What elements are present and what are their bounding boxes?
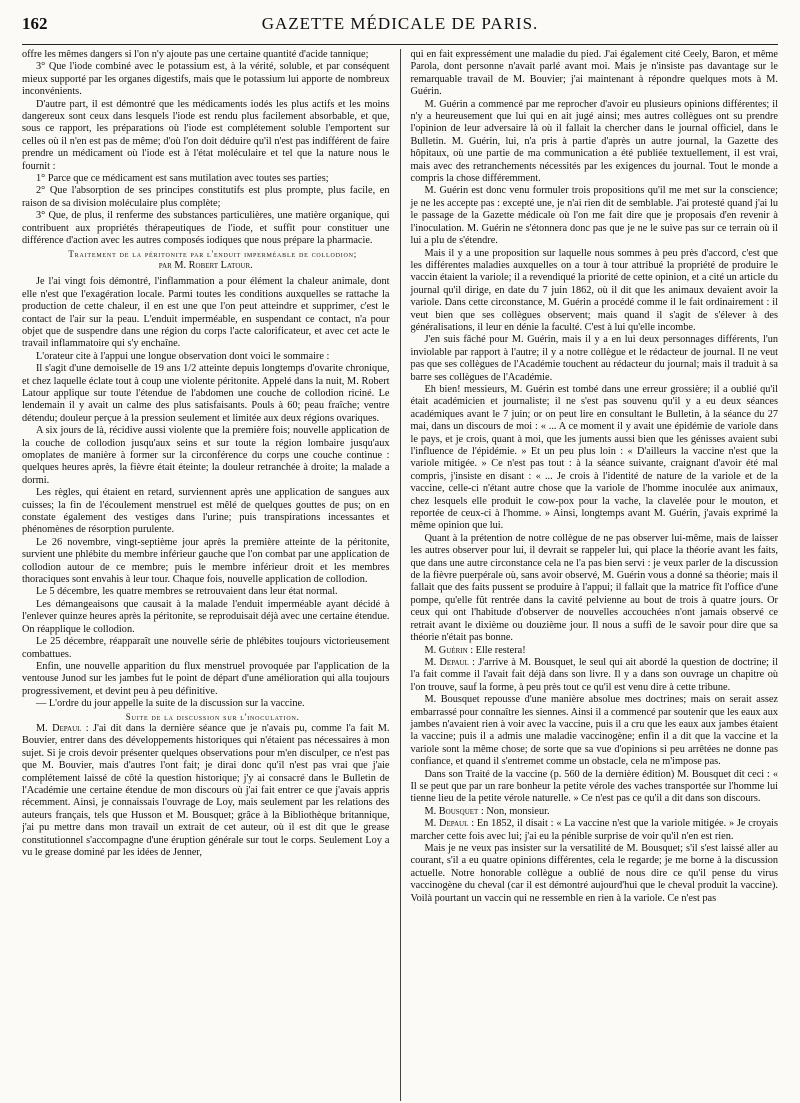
paragraph: Le 25 décembre, réapparaît une nouvelle série de phlébites toujours victorieusement combattues. bbox=[22, 636, 390, 660]
paragraph: Mais il y a une proposition sur laquelle nous sommes à peu près d'accord, c'est que les différentes maladies auxquelles on a tour à tour attribué la propriété de produire le vaccin étaient la variole; il a revendiqué la priorité de cette opinion, et a cité un article du journal qu'il dirige, en date du 7 juin 1862, où il dit que les animaux devaient avoir la variole. Dans cette circonstance, M. Guérin a procédé comme il le fait ordinairement : il veut bien que ses collègues observent; mais quand il s'agit de s'élever à des généralisations, il leur en dénie la faculté. C'est à lui qu'elle incombe. bbox=[410, 247, 778, 333]
paragraph: Eh bien! messieurs, M. Guérin est tombé dans une erreur grossière; il a oublié qu'il était académicien et journaliste; il ne s'est pas souvenu qu'il y a eu deux séances académiques avant le 7 juin; or on peut lire en consultant le Bulletin, à la séance du 27 mai, dans un discours de moi : « ... A ce moment il y avait une épidémie de variole dans le pays, et je crois, quant à moi, que les juments aussi bien que les génisses avaient subi l'influence de l'épidémie. » Et un peu plus loin : « D'ailleurs la vaccine n'est que la variole mitigée. » Ce n'est pas tout : à la séance suivante, craignant d'avoir été mal compris, j'insiste en disant : « ... Je crois à l'identité de nature de la variole et de la vaccine, celle-ci n'étant autre chose que la variole de l'homme inoculée aux animaux, chez lesquels elle produit le cow-pox pour la vache, la clavelée pour le mouton, et reportée de ceux-ci à l'homme. » Ainsi, longtemps avant M. Guérin, j'avais exprimé la même opinion que lui. bbox=[410, 383, 778, 532]
speaker-name: M. Bousquet bbox=[424, 805, 479, 817]
paragraph: Les règles, qui étaient en retard, surviennent après une application de sangues aux cuisses; la fin de l'écoulement menstruel est mêlé de quelques gouttes de pus; on en constate également des vestiges dans l'urine; puis transpirations incessantes et phénomènes de résorption purulente. bbox=[22, 487, 390, 536]
paragraph: — L'ordre du jour appelle la suite de la discussion sur la vaccine. bbox=[36, 698, 305, 710]
paragraph: 2° Que l'absorption de ses principes constitutifs est plus prompte, plus facile, en raison de sa division moléculaire plus complète; bbox=[22, 185, 390, 209]
paragraph: Le 26 novembre, vingt-septième jour après la première atteinte de la péritonite, survient une phlébite du membre inférieur gauche que l'on combat par une application de collodion autour de ce membre; puis le membre inférieur droit et les membres thoraciques sont envahis à leur tour. Chaque fois, nouvelle application de collodion. bbox=[22, 536, 390, 586]
paragraph: Enfin, une nouvelle apparition du flux menstruel provoquée par l'application de la ventouse Junod sur les jambes fut le point de départ d'une amélioration qui alla toujours progressivement, et devint peu à peu définitive. bbox=[22, 660, 390, 697]
journal-title: GAZETTE MÉDICALE DE PARIS. bbox=[261, 14, 539, 33]
paragraph bbox=[411, 657, 779, 694]
paragraph: qui en fait expressément une maladie du pied. J'ai également cité Ceely, Baron, et même Parola, dont personne n'avait parlé avant moi. Mais je n'insiste pas davantage sur le remarquable travail de M. Bouvier; j'ai maintenant à répondre quelques mots à M. Guérin. bbox=[410, 49, 778, 98]
paragraph: M. Guérin a commencé par me reprocher d'avoir eu plusieurs opinions différentes; il n'y a heureusement que lui qui en ait jugé ainsi; mes autres collègues ont su prendre l'opinion de leur adversaire là où il fallait la chercher dans le journal officiel, dans le Bulletin. M. Guérin, lui, n'a pris à partie d'après un autre journal, la Gazette des hôpitaux, où une partie de ma communication a été publiée textuellement, il est vrai, mais avec des retranchements nécessités par les exigences du journal. Tout le monde a compris la chose différemment. bbox=[410, 98, 778, 185]
paragraph: D'autre part, il est démontré que les médicaments iodés les plus actifs et les moins dangereux sont ceux dans lesquels l'iode est rendu plus facilement absorbable, et que, sous ce rapport, les préparations où l'iode est complétement soluble l'emportent sur celles où il n'en est pas de même; d'où l'on doit déduire qu'il n'est pas indifférent de faire prendre un médicament où l'iode est à l'état moléculaire et tel que la nature nous le fournit : bbox=[22, 98, 390, 172]
paragraph: Les démangeaisons que causait à la malade l'enduit imperméable ayant décidé à l'enlever quinze heures après la péritonite, se reproduisait déjà avec une certaine étendue. On réapplique le collodion. bbox=[22, 598, 390, 635]
left-column bbox=[22, 49, 390, 1101]
page-header bbox=[22, 14, 778, 45]
speaker-name: M. Depaul bbox=[424, 656, 469, 668]
paragraph bbox=[411, 806, 779, 818]
paragraph: Dans son Traité de la vaccine (p. 560 de la dernière édition) M. Bousquet dit ceci : « Il se peut que par un rare bonheur la petite vérole des vaches transportée sur l'homme lui tienne lieu de la petite vérole naturelle. » Ce n'est pas ce qu'il a dit dans son discours. bbox=[410, 768, 778, 805]
speech-text: : J'arrive à M. Bousquet, le seul qui ait abordé la question de doctrine; il l'a fait comme il l'avait fait déjà dans son livre. Il y a dans son ouvrage un chapitre où l'on trouve, sauf la forme, à peu près tout ce qu'il est venu dire à cette tribune. bbox=[410, 656, 778, 693]
paragraph: J'en suis fâché pour M. Guérin, mais il y a en lui deux personnages différents, l'un inviolable par rapport à l'autre; il y a notre collègue et le rédacteur de journal. Il ne veut pas que ses collègues de l'Académie touchent au rédacteur du journal; mais il traduit à sa barre ses collègues de l'Académie. bbox=[410, 334, 778, 383]
paragraph: Il s'agit d'une demoiselle de 19 ans 1/2 atteinte depuis longtemps d'ovarite chronique, et chez laquelle éclate tout à coup une violente péritonite. Appelé dans la nuit, M. Robert Latour applique sur toute l'étendue de l'abdomen une couche de collodion riciné. Le lendemain il y avait un calme des plus satisfaisants. Pouls à 60; peau fraîche; ventre détendu; douleur perçue à la pression seulement et limitée aux deux régions ovariques. bbox=[22, 363, 390, 424]
section-title: Traitement de la péritonite par l'enduit imperméable de collodion; bbox=[68, 248, 358, 259]
paragraph: 3° Que l'iode combiné avec le potassium est, à la vérité, soluble, et par conséquent mieux supporté par les organes digestifs, mais que le potassium lui apporte de nombreux inconvénients. bbox=[22, 61, 390, 98]
speaker-name: M. Depaul bbox=[36, 722, 82, 734]
paragraph: 3° Que, de plus, il renferme des substances particulières, une matière organique, qui contribuent aux propriétés thérapeutiques de l'iode, et suffit pour constituer une différence d'action avec les autres composés iodiques que nous prépare la pharmacie. bbox=[22, 210, 390, 247]
paragraph bbox=[411, 818, 779, 843]
right-column bbox=[400, 49, 779, 1101]
speech-text: : En 1852, il disait : « La vaccine n'est que la variole mitigée. » Je croyais marcher cette fois avec lui; j'ai eu la pénible surprise de voir qu'il n'en est rien. bbox=[410, 818, 778, 842]
paragraph: L'orateur cite à l'appui une longue observation dont voici le sommaire : bbox=[36, 350, 330, 362]
article-author: par M. Robert Latour. bbox=[158, 259, 253, 271]
paragraph: Quant à la prétention de notre collègue de ne pas observer lui-même, mais de laisser les autres observer pour lui, il devrait se rappeler lui, qui place la théorie avant les faits, que dans une autre circonstance cela ne l'a pas bien servi : je veux parler de la discussion de la fièvre puerpérale où, sans avoir observé, M. Guérin vous a donné sa théorie; mais il fallait que des faits pussent se produire à l'appui; il fallait que la matrice fît l'office d'une pompe, qu'elle fût rentrée dans la cavité pelvienne au bout de trois à quatre jours. Or ceux qui ont l'habitude d'observer de nouvelles accouchées n'ont jamais observé ce retrait avant le dixième ou douzième jour. Il nous a suffi de le savoir pour dire que sa théorie n'était pas bonne. bbox=[410, 532, 778, 644]
paragraph: 1° Parce que ce médicament est sans mutilation avec toutes ses parties; bbox=[36, 173, 329, 185]
paragraph bbox=[22, 723, 390, 859]
speech-text: : Non, monsieur. bbox=[478, 805, 550, 817]
paragraph: A six jours de là, récidive aussi violente que la première fois; nouvelle application de la couche de collodion jusqu'aux seins et sur toute la région lombaire jusqu'aux omoplates de manière à former sur la circonférence du corps une couche continue : quelques heures après, la fièvre était éteinte; la douleur retranchée à droite; la malade a dormi. bbox=[22, 425, 390, 486]
speech-text: : Elle restera! bbox=[467, 644, 526, 656]
paragraph: M. Guérin est donc venu formuler trois propositions qu'il me met sur la conscience; je ne les accepte pas : excepté une, je n'ai rien dit de semblable. J'ai protesté quand j'ai lu le passage de la Gazette médicale où l'on me fait dire que je proposais d'en revenir à l'inoculation. M. Guérin ne s'étonnera donc pas que je ne le suive pas sur ce terrain où il lui a plu de s'étendre. bbox=[410, 185, 778, 247]
page-number: 162 bbox=[22, 14, 48, 33]
paragraph: offre les mêmes dangers si l'on n'y ajoute pas une certaine quantité d'acide tannique; bbox=[22, 49, 369, 60]
text-columns bbox=[22, 49, 778, 1101]
paragraph: Je l'ai vingt fois démontré, l'inflammation a pour élément la chaleur animale, dont elle n'est que l'exagération locale. Parmi toutes les conditions auxquelles se rattache la production de cette chaleur, il en est une que l'on peut atteindre et supprimer, c'est le contact de l'air sur la peau. L'enduit imperméable, en suspendant ce contact, n'a pour objet que de suspendre dans une région du corps l'acte calorificateur, et avec cet acte le travail inflammatoire qui s'y enchaîne. bbox=[22, 276, 390, 350]
paragraph: M. Bousquet repousse d'une manière absolue mes doctrines; mais on serait assez embarrassé pour connaître les siennes. Ainsi il a commencé par soutenir que les eaux aux jambes n'avaient rien à voir avec la vaccine, puis il a cru que les eaux aux jambes étaient la vaccine; puis il a admis une maladie vaccinogène; enfin il a dit que la vaccine et la variole sont la même chose; de sorte que sa vue d'opinions si peu arrêtées ne donne pas confiance, et quand il s'entremet comme un obstacle, cela ne m'impose pas. bbox=[410, 694, 778, 768]
speaker-name: M. Guérin bbox=[424, 644, 468, 656]
paragraph: Mais je ne veux pas insister sur la versatilité de M. Bousquet; s'il s'est laissé aller au courant, s'il a eu quatre opinions différentes, cela le regarde; je me borne à la discussion actuelle. Notre honorable collègue a oublié de nous dire ce qu'il pense du virus vaccinogène du cheval (car il est démontré aujourd'hui que le cheval produit la vaccine). Voilà pourtant un vaccin qui ne ressemble en rien à la variole. Ce n'est pas bbox=[410, 843, 778, 904]
section-title: Suite de la discussion sur l'inoculation. bbox=[125, 711, 300, 722]
paragraph: Le 5 décembre, les quatre membres se retrouvaient dans leur état normal. bbox=[36, 586, 338, 598]
paragraph bbox=[411, 645, 779, 657]
speech-text: : J'ai dit dans la dernière séance que je n'avais pu, comme l'a fait M. Bouvier, entrer dans des développements historiques qui n'étaient pas nécessaires à mon sujet. Si je crois devoir présenter quelques observations pour m'en disculper, ce n'est pas que M. Bouvier, mais d'autres l'ont fait; je dirai donc qu'il n'est pas vrai que j'aie complétement laissé de côté la question historique; j'y ai consacré dans le Bulletin de l'Académie une certaine étendue de mon discours où j'ai fait entrer ce que j'avais appris récemment. Ainsi, je connaissais l'ouvrage de Loy, mais seulement par les relations des auteurs français, tels que Husson et M. Bousquet; grâce à la Bibliothèque britannique, j'ai pu mettre dans mon travail un extrait de cet auteur, où il est dit que le grease constitutionnel s'accompagne d'une éruption générale sur tout le corps. Seulement Loy a vu le grease dominé par les idées de Jenner, bbox=[22, 722, 390, 858]
speaker-name: M. Depaul bbox=[424, 818, 469, 830]
